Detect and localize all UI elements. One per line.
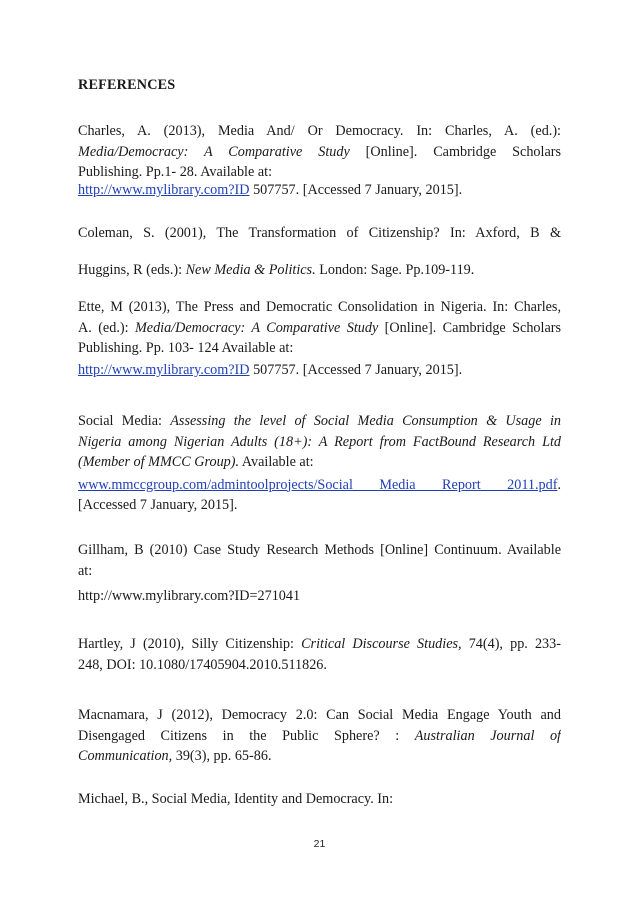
references-heading: REFERENCES bbox=[78, 77, 176, 93]
reference-line: Publishing. Pp. 103- 124 Available at: bbox=[78, 340, 294, 356]
reference-line: Nigeria among Nigerian Adults (18+): A Report from FactBound Research Ltd bbox=[78, 433, 561, 450]
reference-line: 248, DOI: 10.1080/17405904.2010.511826. bbox=[78, 656, 327, 673]
reference-line: Ette, M (2013), The Press and Democratic Consolidation in Nigeria. In: Charles, bbox=[78, 299, 561, 315]
reference-social-media bbox=[78, 411, 561, 516]
reference-line: (Member of MMCC Group). Available at: bbox=[78, 454, 314, 470]
library-link[interactable]: http://www.mylibrary.com?ID bbox=[78, 362, 250, 378]
reference-line: Coleman, S. (2001), The Transformation of Citizenship? In: Axford, B & bbox=[78, 225, 561, 241]
reference-ette-link-line: http://www.mylibrary.com?ID 507757. [Accessed 7 January, 2015]. bbox=[78, 362, 463, 378]
reference-line: Social Media: Assessing the level of Social Media Consumption & Usage in bbox=[78, 413, 561, 429]
page-number: 21 bbox=[313, 838, 326, 850]
reference-line: Michael, B., Social Media, Identity and Democracy. In: bbox=[78, 791, 394, 807]
library-link[interactable]: http://www.mylibrary.com?ID bbox=[78, 182, 250, 198]
reference-coleman bbox=[78, 223, 561, 244]
reference-line: [Accessed 7 January, 2015]. bbox=[78, 497, 238, 513]
reference-charles bbox=[78, 121, 561, 183]
reference-line: Huggins, R (eds.): New Media & Politics. London: Sage. Pp.109-119. bbox=[78, 262, 475, 278]
reference-line: at: bbox=[78, 562, 93, 579]
reference-line: Communication, 39(3), pp. 65-86. bbox=[78, 748, 272, 764]
reference-line: Disengaged Citizens in the Public Sphere? : Australian Journal of bbox=[78, 727, 561, 744]
reference-line: Gillham, B (2010) Case Study Research Methods [Online] Continuum. Available bbox=[78, 542, 561, 558]
reference-line: Hartley, J (2010), Silly Citizenship: Critical Discourse Studies, 74(4), pp. 233- bbox=[78, 636, 561, 652]
reference-line: www.mmccgroup.com/admintoolprojects/Social Media Report 2011.pdf. bbox=[78, 476, 561, 493]
reference-charles-link-line: http://www.mylibrary.com?ID 507757. [Accessed 7 January, 2015]. bbox=[78, 182, 463, 198]
reference-coleman-cont bbox=[78, 260, 561, 281]
mmcc-report-link[interactable]: www.mmccgroup.com/admintoolprojects/Social Media Report 2011.pdf bbox=[78, 476, 558, 493]
reference-line: Media/Democracy: A Comparative Study [Online]. Cambridge Scholars bbox=[78, 143, 561, 160]
document-page bbox=[78, 0, 561, 903]
reference-gillham bbox=[78, 540, 561, 607]
reference-line: http://www.mylibrary.com?ID=271041 bbox=[78, 588, 301, 604]
reference-michael bbox=[78, 789, 561, 810]
reference-ette bbox=[78, 297, 561, 359]
reference-line: Macnamara, J (2012), Democracy 2.0: Can Social Media Engage Youth and bbox=[78, 707, 561, 723]
reference-line: A. (ed.): Media/Democracy: A Comparative Study [Online]. Cambridge Scholars bbox=[78, 319, 561, 336]
reference-macnamara bbox=[78, 705, 561, 767]
reference-line: Charles, A. (2013), Media And/ Or Democracy. In: Charles, A. (ed.): bbox=[78, 123, 561, 139]
reference-hartley bbox=[78, 634, 561, 675]
reference-line: Publishing. Pp.1- 28. Available at: bbox=[78, 164, 273, 180]
